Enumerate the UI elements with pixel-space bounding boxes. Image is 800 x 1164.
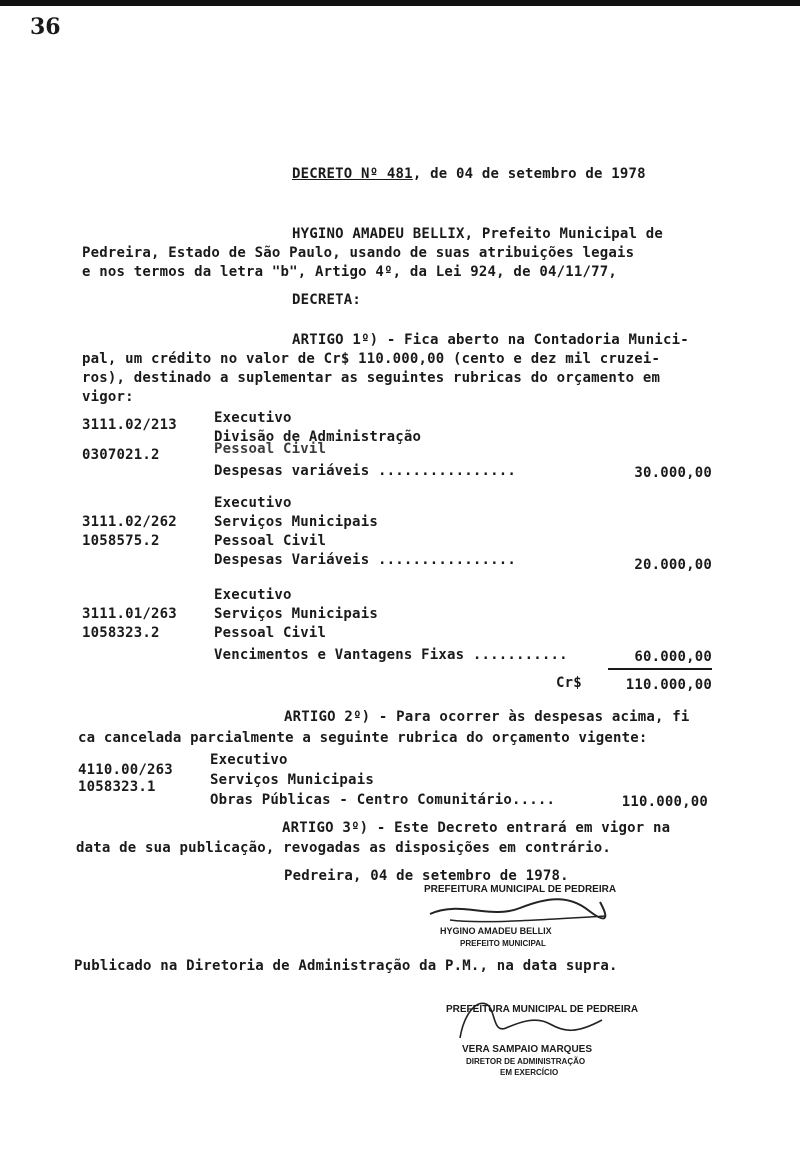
decreta-heading: DECRETA: [292, 292, 362, 308]
sum-rule [608, 668, 712, 670]
entry-1-amount: 30.000,00 [634, 465, 712, 481]
published-note: Publicado na Diretoria de Administração da P.M., na data supra. [74, 958, 618, 974]
entry-3-line-4: Vencimentos e Vantagens Fixas ........... [214, 647, 568, 663]
entry-2-line-1: Executivo [214, 495, 292, 511]
entry-3-code-2: 1058323.2 [82, 625, 160, 641]
artigo3-line-2: data de sua publicação, revogadas as disposições em contrário. [76, 840, 611, 856]
entry-1-code-1: 3111.02/213 [82, 417, 177, 433]
entry-2-code-2: 1058575.2 [82, 533, 160, 549]
decree-header [292, 166, 646, 182]
cancel-code-2: 1058323.1 [78, 779, 156, 795]
entry-2-code-1: 3111.02/262 [82, 514, 177, 530]
entry-2-line-3: Pessoal Civil [214, 533, 327, 549]
signature-director [446, 994, 616, 1044]
artigo3-line-1: ARTIGO 3º) - Este Decreto entrará em vigor na [282, 820, 671, 836]
entry-3-line-2: Serviços Municipais [214, 606, 378, 622]
cancel-line-3: Obras Públicas - Centro Comunitário..... [210, 792, 556, 808]
artigo2-line-1: ARTIGO 2º) - Para ocorrer às despesas acima, fi [284, 709, 690, 725]
entry-1-line-2: Divisão de Administração [214, 429, 422, 445]
artigo1-line-3: ros), destinado a suplementar as seguintes rubricas do orçamento em [82, 370, 661, 386]
entry-2-line-4: Despesas Variáveis ................ [214, 552, 517, 568]
page-number: 36 [30, 14, 61, 40]
total-amount: 110.000,00 [625, 677, 712, 693]
entry-3-code-1: 3111.01/263 [82, 606, 177, 622]
entry-1-code-2: 0307021.2 [82, 447, 160, 463]
entry-2-amount: 20.000,00 [634, 557, 712, 573]
cancel-line-1: Executivo [210, 752, 288, 768]
decree-title: DECRETO Nº 481 [292, 166, 413, 182]
stamp-2-name: VERA SAMPAIO MARQUES [462, 1044, 593, 1055]
stamp-1-header: PREFEITURA MUNICIPAL DE PEDREIRA [424, 884, 617, 895]
artigo1-line-4: vigor: [82, 389, 134, 405]
total-label: Cr$ [556, 675, 582, 691]
entry-1-line-4: Despesas variáveis ................ [214, 463, 517, 479]
artigo1-line-1: ARTIGO 1º) - Fica aberto na Contadoria Munici- [292, 332, 689, 348]
entry-1-line-3: Pessoal Civil [214, 441, 327, 457]
entry-3-amount: 60.000,00 [634, 649, 712, 665]
stamp-2-role-1: DIRETOR DE ADMINISTRAÇÃO [466, 1057, 586, 1066]
entry-1-line-1: Executivo [214, 410, 292, 426]
artigo1-line-2: pal, um crédito no valor de Cr$ 110.000,00 (cento e dez mil cruzei- [82, 351, 661, 367]
cancel-line-2: Serviços Municipais [210, 772, 374, 788]
stamp-1-role: PREFEITO MUNICIPAL [460, 939, 546, 948]
scan-top-edge [0, 0, 800, 6]
place-date: Pedreira, 04 de setembro de 1978. [284, 868, 569, 884]
preamble-line-1: HYGINO AMADEU BELLIX, Prefeito Municipal de [292, 226, 664, 242]
entry-2-line-2: Serviços Municipais [214, 514, 378, 530]
preamble-line-2: Pedreira, Estado de São Paulo, usando de suas atribuições legais [82, 245, 635, 261]
stamp-2-header: PREFEITURA MUNICIPAL DE PEDREIRA [446, 1004, 639, 1015]
cancel-code-1: 4110.00/263 [78, 762, 173, 778]
decree-date: , de 04 de setembro de 1978 [412, 166, 646, 182]
cancel-amount: 110.000,00 [621, 794, 708, 810]
artigo2-line-2: ca cancelada parcialmente a seguinte rubrica do orçamento vigente: [78, 730, 648, 746]
stamp-2-role-2: EM EXERCÍCIO [500, 1068, 559, 1077]
stamp-1-name: HYGINO AMADEU BELLIX [440, 926, 552, 936]
entry-3-line-3: Pessoal Civil [214, 625, 327, 641]
preamble-line-3: e nos termos da letra "b", Artigo 4º, da Lei 924, de 04/11/77, [82, 264, 617, 280]
entry-3-line-1: Executivo [214, 587, 292, 603]
